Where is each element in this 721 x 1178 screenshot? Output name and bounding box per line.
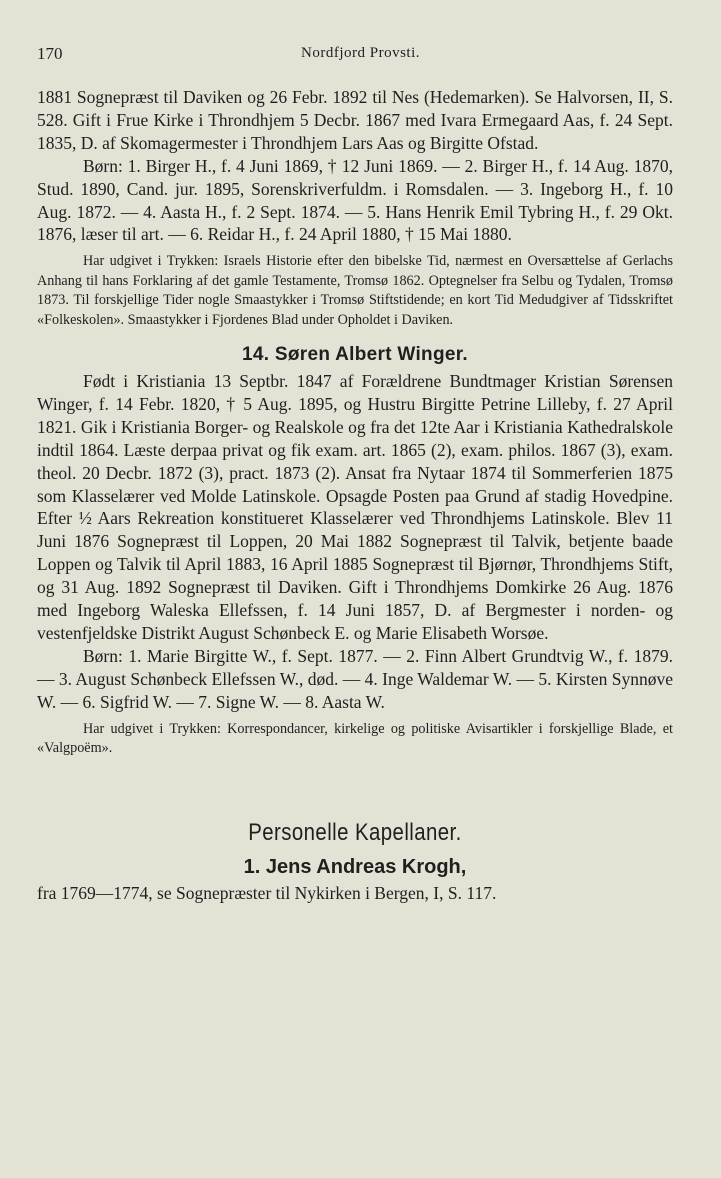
entry-heading: 14. Søren Albert Winger. [242, 343, 468, 365]
page-header [37, 44, 684, 66]
section-entry-text: fra 1769—1774, se Sognepræster til Nykirken i Bergen, I, S. 117. [37, 883, 497, 904]
page-number: 170 [37, 44, 63, 63]
entry-biography: Født i Kristiania 13 Septbr. 1847 af Forældrene Bundtmager Kristian Sørensen Winger, f. 14 Febr. 1820, † 5 Aug. 1895, og Hustru Birgitte Petrine Lilleby, f. 27 April 1821. Gik i Kristiania Borger- og Realskole og fra det 12te Aar i Kristiania Kathedralskole indtil 1864. Læste derpaa privat og fik exam. art. 1865 (2), exam. philos. 1867 (3), exam. theol. 20 Decbr. 1872 (3), pract. 1873 (2). Ansat fra Nytaar 1874 til Sommerferien 1875 som Klasselærer ved Molde Latinskole. Opsagde Posten paa Grund af stadig Hovedpine. Efter ½ Aars Rekreation konstitueret Klasselærer ved Throndhjems Latinskole. Blev 11 Juni 1876 Sognepræst til Loppen, 20 Mai 1882 Sognepræst til Talvik, betjente baade Loppen og Talvik til April 1883, 16 April 1885 Sognepræst til Bjørnør, Throndhjems Stift, og 31 Aug. 1892 Sognepræst til Daviken. Gift i Throndhjems Domkirke 26 Aug. 1876 med Ingeborg Waleska Ellefssen, f. 14 Juni 1857, D. af Bergmester i norden- og vestenfjeldske Distrikt August Schønbeck E. og Marie Elisabeth Worsøe. [37, 370, 673, 643]
entry-children-list: Børn: 1. Marie Birgitte W., f. Sept. 1877. — 2. Finn Albert Grundtvig W., f. 1879. — 3. August Schønbeck Ellefssen W., død. — 4. Inge Waldemar W. — 5. Kirsten Synnøve W. — 6. Sigfrid W. — 7. Signe W. — 8. Aasta W. [37, 645, 673, 712]
section-entry-heading: 1. Jens Andreas Krogh, [243, 856, 467, 879]
section-title: Personelle Kapellaner. [248, 819, 462, 847]
children-list: Børn: 1. Birger H., f. 4 Juni 1869, † 12 Juni 1869. — 2. Birger H., f. 14 Aug. 1870, Stud. 1890, Cand. jur. 1895, Sorenskriverfuldm. i Romsdalen. — 3. Ingeborg H., f. 10 Aug. 1872. — 4. Aasta H., f. 2 Sept. 1874. — 5. Hans Henrik Emil Tybring H., f. 29 Okt. 1876, læser til art. — 6. Reidar H., f. 24 April 1880, † 15 Mai 1880. [37, 155, 673, 245]
page-content [37, 86, 673, 905]
continued-biography: 1881 Sognepræst til Daviken og 26 Febr. 1892 til Nes (Hedemarken). Se Halvorsen, II, S. 528. Gift i Frue Kirke i Throndhjem 5 Decbr. 1867 med Ivara Ermegaard Aas, f. 24 Sept. 1835, D. af Skomagermester i Throndhjem Lars Aas og Birgitte Ofstad. [37, 87, 673, 153]
running-title: Nordfjord Provsti. [301, 45, 420, 61]
publications-note: Har udgivet i Trykken: Israels Historie efter den bibelske Tid, nærmest en Oversættelse af Gerlachs Anhang til hans Forklaring af det gamle Testamente, Tromsø 1862. Optegnelser fra Selbu og Tydalen, Tromsø 1873. Til forskjellige Tider nogle Smaastykker i Tromsø Stiftstidende; en kort Tid Medudgiver af Tidsskriftet «Folkeskolen». Smaastykker i Fjordenes Blad under Opholdet i Daviken. [37, 253, 673, 328]
entry-publications-note: Har udgivet i Trykken: Korrespondancer, kirkelige og politiske Avisartikler i forskjellige Blade, et «Valgpoëm». [37, 720, 673, 756]
